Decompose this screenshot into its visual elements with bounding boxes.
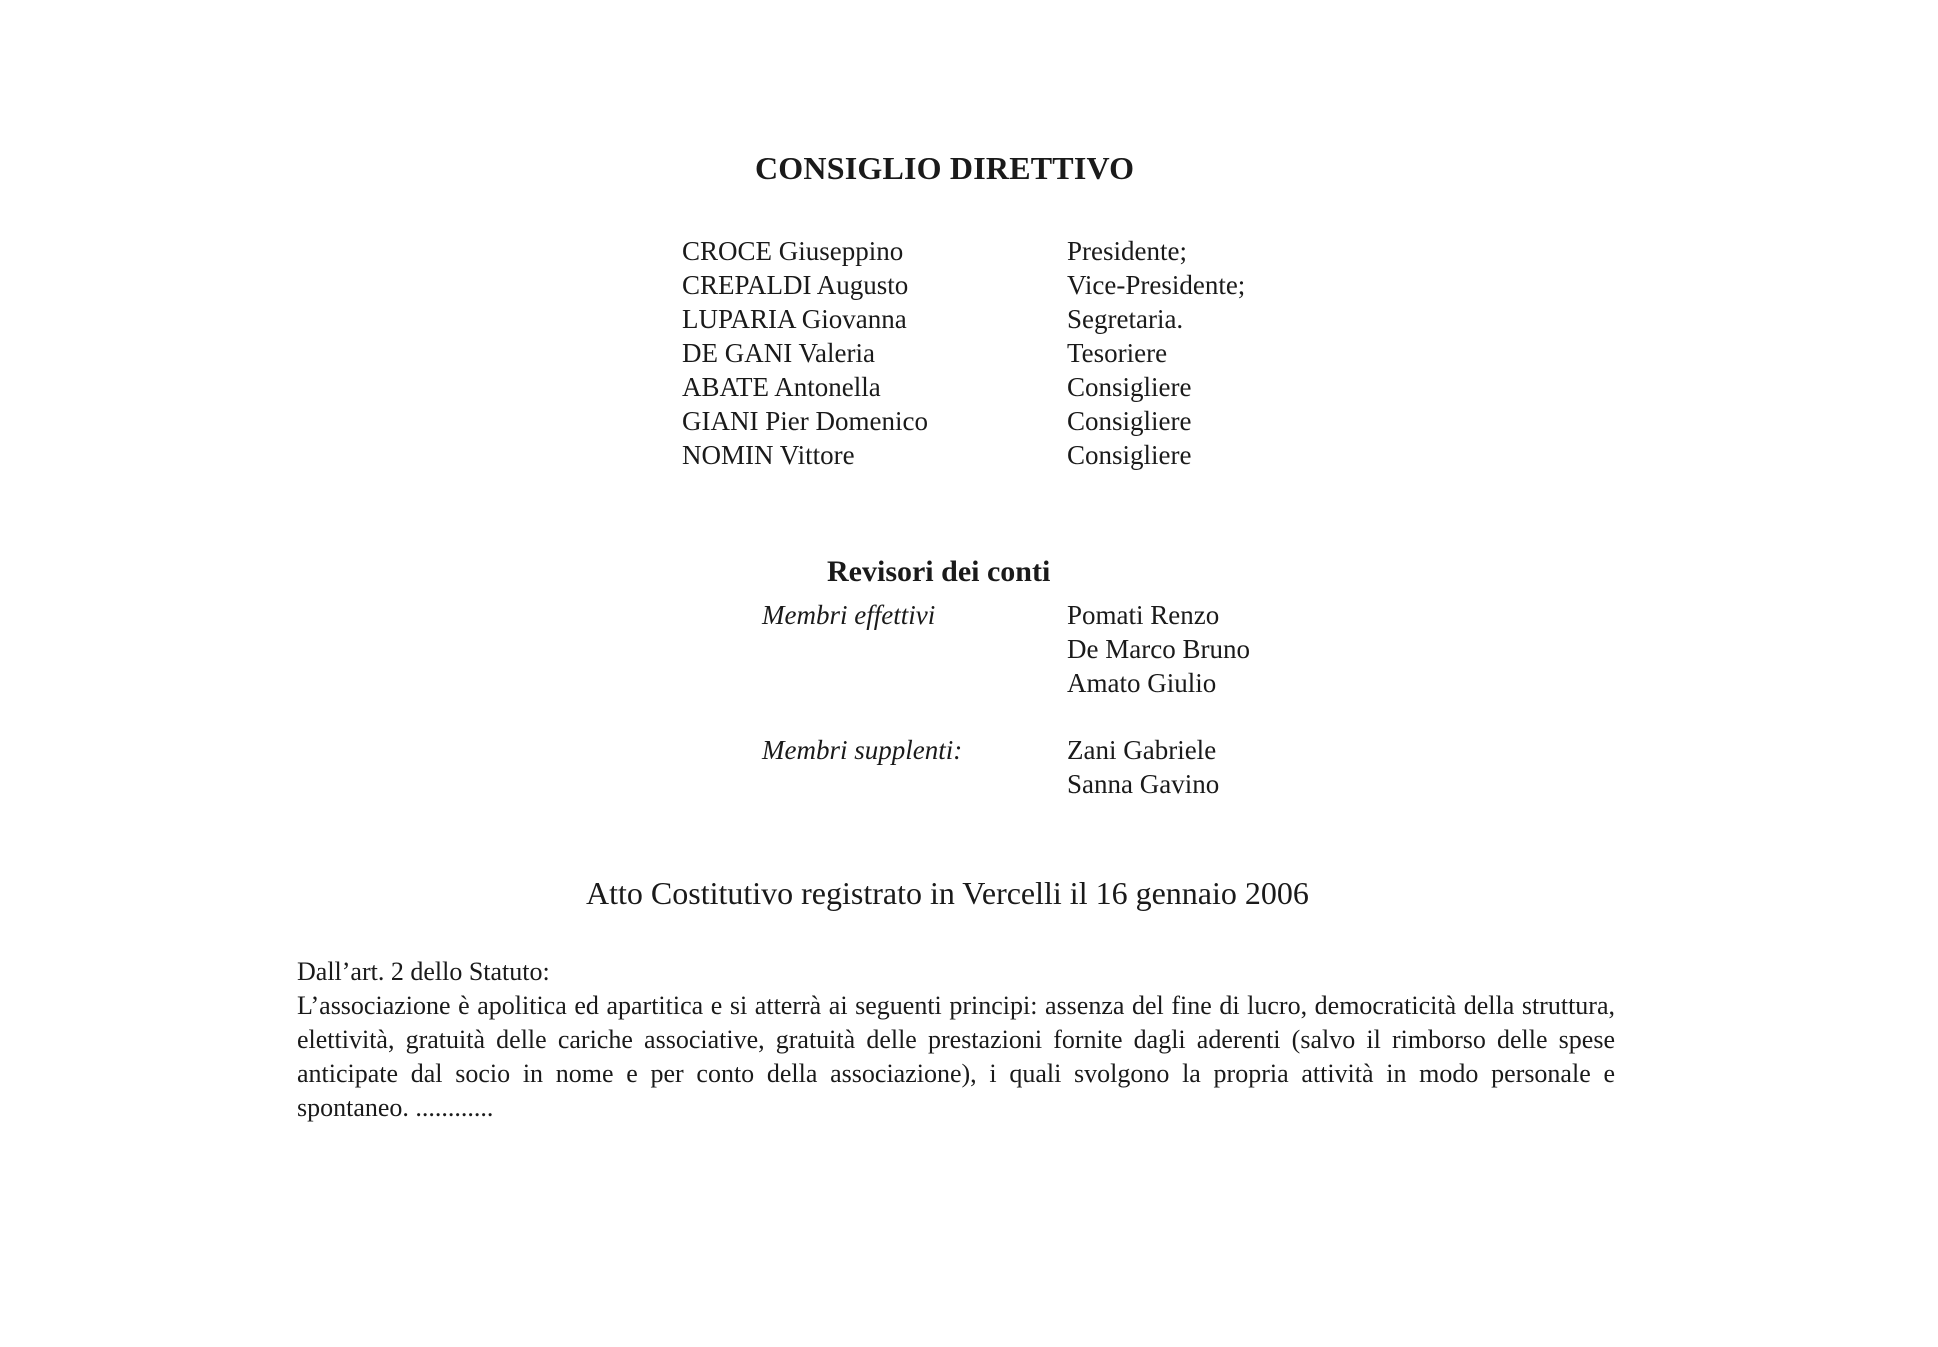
member-role: Consigliere [1067,406,1192,436]
member-role: Consigliere [1067,372,1192,402]
effettivi-label: Membri effettivi [762,600,936,630]
atto-costitutivo-line: Atto Costitutivo registrato in Vercelli il 16 gennaio 2006 [586,875,1309,911]
member-name: LUPARIA Giovanna [682,304,907,334]
supplenti-label: Membri supplenti: [762,735,963,765]
member-name: CROCE Giuseppino [682,236,904,266]
member-name: ABATE Antonella [682,372,881,402]
statute-intro: Dall’art. 2 dello Statuto: [297,957,550,986]
member-role: Vice-Presidente; [1067,270,1246,300]
statute-excerpt [297,955,1615,1125]
member-role: Segretaria. [1067,304,1184,334]
revisore-name: Amato Giulio [1067,668,1217,698]
revisore-name: Sanna Gavino [1067,769,1220,799]
revisore-name: De Marco Bruno [1067,634,1250,664]
member-name: DE GANI Valeria [682,338,875,368]
revisori-title: Revisori dei conti [827,555,1051,588]
member-name: NOMIN Vittore [682,440,855,470]
revisore-name: Zani Gabriele [1067,735,1217,765]
consiglio-title: CONSIGLIO DIRETTIVO [755,150,1135,186]
member-role: Presidente; [1067,236,1187,266]
member-role: Consigliere [1067,440,1192,470]
member-name: CREPALDI Augusto [682,270,909,300]
statute-text: L’associazione è apolitica ed apartitica e si atterrà ai seguenti principi: assenza del fine di lucro, democraticità della struttura, elettività, gratuità delle cariche associative, gratuità delle prestazioni fornite dagli aderenti (salvo il rimborso delle spese anticipate dal socio in nome e per conto della associazione), i quali svolgono la propria attività in modo personale e spontaneo. ............ [297,991,1615,1122]
member-role: Tesoriere [1067,338,1168,368]
member-name: GIANI Pier Domenico [682,406,928,436]
revisore-name: Pomati Renzo [1067,600,1220,630]
